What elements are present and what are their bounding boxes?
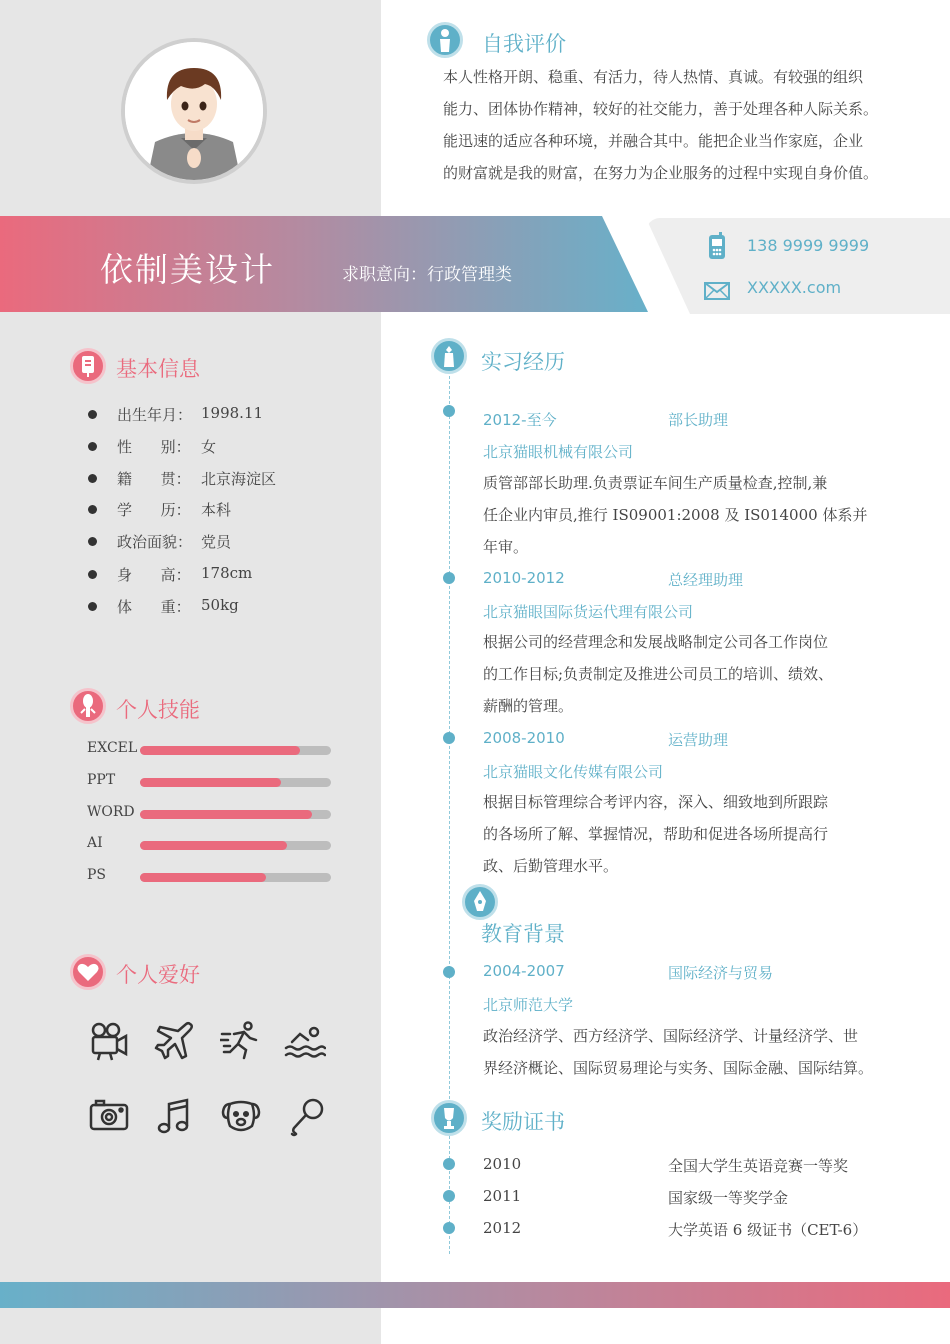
self-eval-line: 本人性格开朗、稳重、有活力，待人热情、真诚。有较强的组织 xyxy=(443,68,864,86)
skills-title: 个人技能 xyxy=(116,698,200,722)
education-school: 北京师范大学 xyxy=(483,996,574,1014)
skill-ppt xyxy=(87,772,337,792)
avatar-illustration xyxy=(125,42,263,180)
email-address: XXXXX.com xyxy=(747,278,842,297)
award-name: 全国大学生英语竞赛一等奖 xyxy=(668,1157,849,1175)
text-line: 北京海淀区 xyxy=(201,470,277,488)
pen-icon xyxy=(462,884,498,920)
text-line: 政治面貌： xyxy=(117,533,193,551)
text-line: 任企业内审员,推行 IS09001:2008 及 IS014000 体系并 xyxy=(483,506,868,524)
video-camera-icon xyxy=(88,1020,128,1060)
text-line: 身 高： xyxy=(117,566,191,584)
hobbies-title: 个人爱好 xyxy=(116,963,200,987)
camera-icon xyxy=(88,1096,128,1136)
basic-info-title: 基本信息 xyxy=(116,357,200,381)
sidebar xyxy=(0,0,381,1344)
text-line: 年审。 xyxy=(483,538,529,556)
header-banner xyxy=(0,216,648,312)
timeline-dot xyxy=(443,1158,455,1170)
swimming-icon xyxy=(284,1020,324,1060)
text-line: WORD xyxy=(87,804,135,820)
text-line: 根据目标管理综合考评内容，深入、细致地到所跟踪 xyxy=(483,793,829,811)
running-icon xyxy=(220,1020,260,1060)
text-line: 学 历： xyxy=(117,501,191,519)
airplane-icon xyxy=(154,1020,194,1060)
text-line: 政治经济学、西方经济学、国际经济学、计量经济学、世 xyxy=(483,1027,859,1045)
text-line: 界经济概论、国际贸易理论与实务、国际金融、国际结算。 xyxy=(483,1059,874,1077)
skill-level-track xyxy=(140,778,331,787)
text-line: 的工作目标;负责制定及推进公司员工的培训、绩效、 xyxy=(483,665,834,683)
skill-level-track xyxy=(140,841,331,850)
award-year: 2012 xyxy=(483,1219,522,1237)
award-year: 2010 xyxy=(483,1155,522,1173)
internship-desc xyxy=(483,626,903,722)
internship-period: 2012-至今 xyxy=(483,411,557,429)
bottom-gradient-bar xyxy=(0,1282,950,1308)
timeline-dot xyxy=(443,1222,455,1234)
text-line: EXCEL xyxy=(87,740,138,756)
internship-desc xyxy=(483,467,903,563)
self-eval-text xyxy=(443,61,933,189)
text-line: 政、后勤管理水平。 xyxy=(483,857,619,875)
text-line: 体 重： xyxy=(117,598,191,616)
contact-box xyxy=(646,218,950,314)
job-intent-label: 求职意向： xyxy=(342,265,427,285)
timeline-dot xyxy=(443,405,455,417)
dog-icon xyxy=(220,1096,260,1136)
education-title: 教育背景 xyxy=(481,922,565,946)
text-line: 1998.11 xyxy=(201,404,264,422)
internship-period: 2010-2012 xyxy=(483,569,565,587)
text-line: AI xyxy=(87,835,103,851)
text-line: 党员 xyxy=(201,533,232,551)
education-major: 国际经济与贸易 xyxy=(668,964,774,982)
text-line: 性 别： xyxy=(117,438,191,456)
trophy-icon xyxy=(431,1100,467,1136)
text-line: PS xyxy=(87,867,107,883)
timeline-dot xyxy=(443,966,455,978)
self-eval-line: 的财富就是我的财富，在努力为企业服务的过程中实现自身价值。 xyxy=(443,164,879,182)
text-line: 出生年月： xyxy=(117,406,193,424)
skill-level-fill xyxy=(140,810,312,819)
internship-company: 北京猫眼文化传媒有限公司 xyxy=(483,763,664,781)
timeline-dot xyxy=(443,572,455,584)
internship-desc xyxy=(483,786,903,882)
phone-icon xyxy=(708,232,726,264)
internship-company: 北京猫眼国际货运代理有限公司 xyxy=(483,603,694,621)
text-line: 女 xyxy=(201,438,217,456)
skill-level-fill xyxy=(140,778,281,787)
text-line: 根据公司的经营理念和发展战略制定公司各工作岗位 xyxy=(483,633,829,651)
skill-ai xyxy=(87,835,337,855)
phone-number: 138 9999 9999 xyxy=(747,236,870,255)
award-name: 国家级一等奖学金 xyxy=(668,1189,789,1207)
skill-ps xyxy=(87,867,337,887)
skill-level-track xyxy=(140,873,331,882)
brush-icon xyxy=(70,688,106,724)
job-intent-value: 行政管理类 xyxy=(427,265,512,285)
internship-period: 2008-2010 xyxy=(483,729,565,747)
timeline-dot xyxy=(443,1190,455,1202)
internship-role: 部长助理 xyxy=(668,411,729,429)
skill-level-fill xyxy=(140,873,266,882)
job-intent xyxy=(342,260,512,285)
education-period: 2004-2007 xyxy=(483,962,565,980)
award-year: 2011 xyxy=(483,1187,522,1205)
skill-word xyxy=(87,804,337,824)
internship-company: 北京猫眼机械有限公司 xyxy=(483,443,634,461)
internship-role: 总经理助理 xyxy=(668,571,744,589)
text-line: 178cm xyxy=(201,564,253,582)
text-line: 薪酬的管理。 xyxy=(483,697,574,715)
person-icon xyxy=(427,22,463,58)
text-line: 籍 贯： xyxy=(117,470,191,488)
self-eval-line: 能力、团体协作精神，较好的社交能力，善于处理各种人际关系。 xyxy=(443,100,879,118)
briefcase-icon xyxy=(431,338,467,374)
self-eval-line: 能迅速的适应各种环境，并融合其中。能把企业当作家庭，企业 xyxy=(443,132,864,150)
heart-icon xyxy=(70,954,106,990)
education-courses xyxy=(483,1020,923,1084)
avatar xyxy=(121,38,267,184)
skill-level-track xyxy=(140,746,331,755)
text-line: 质管部部长助理.负责票证车间生产质量检查,控制,兼 xyxy=(483,474,828,492)
text-line: 本科 xyxy=(201,501,232,519)
timeline-dot xyxy=(443,732,455,744)
awards-title: 奖励证书 xyxy=(481,1110,565,1134)
skill-level-fill xyxy=(140,746,300,755)
award-name: 大学英语 6 级证书（CET-6） xyxy=(668,1221,868,1239)
music-note-icon xyxy=(154,1096,194,1136)
candidate-name: 依制美设计 xyxy=(100,250,275,289)
text-line: 50kg xyxy=(201,596,239,614)
self-eval-title: 自我评价 xyxy=(482,32,566,56)
text-line: PPT xyxy=(87,772,116,788)
text-line: 的各场所了解、掌握情况，帮助和促进各场所提高行 xyxy=(483,825,829,843)
skill-level-track xyxy=(140,810,331,819)
skill-excel xyxy=(87,740,337,760)
id-card-icon xyxy=(70,348,106,384)
microphone-icon xyxy=(286,1096,326,1136)
internship-role: 运营助理 xyxy=(668,731,729,749)
skill-level-fill xyxy=(140,841,287,850)
email-icon xyxy=(704,282,730,304)
internship-title: 实习经历 xyxy=(481,350,565,374)
